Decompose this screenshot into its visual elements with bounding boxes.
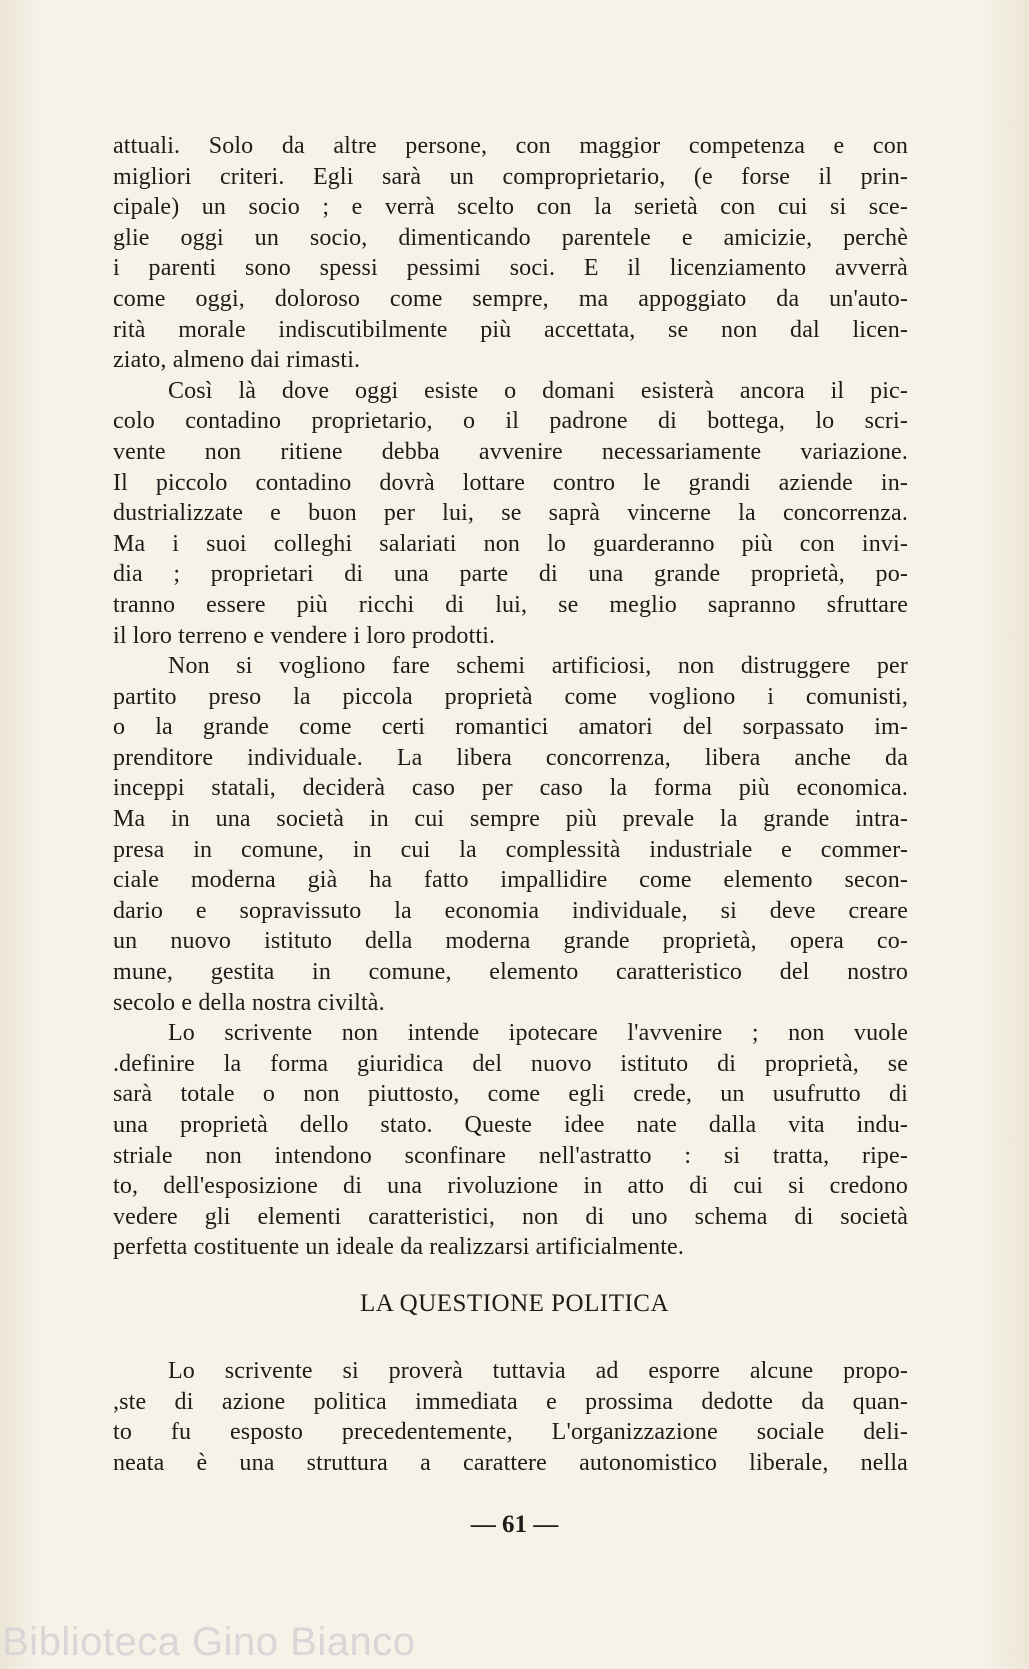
text-line: rità morale indiscutibilmente più accettata, se non dal licen- [113, 316, 908, 343]
text-line: prenditore individuale. La libera concorrenza, libera anche da [113, 744, 908, 771]
body-text [113, 131, 908, 1263]
page-number: — 61 — [470, 1511, 559, 1538]
text-line: ziato, almeno dai rimasti. [113, 347, 361, 374]
text-line: Così là dove oggi esiste o domani esisterà ancora il pic- [168, 377, 908, 404]
text-line: vedere gli elementi caratteristici, non di uno schema di società [113, 1203, 908, 1230]
text-line: dario e sopravissuto la economia individuale, si deve creare [113, 897, 908, 924]
text-line: dia ; proprietari di una parte di una grande proprietà, po- [113, 561, 908, 588]
text-line: Ma in una società in cui sempre più prevale la grande intra- [113, 806, 908, 833]
text-line: ciale moderna già ha fatto impallidire come elemento secon- [113, 867, 908, 894]
text-line: Ma i suoi colleghi salariati non lo guarderanno più con invi- [113, 530, 908, 557]
text-line: mune, gestita in comune, elemento caratteristico del nostro [113, 959, 908, 986]
text-line: attuali. Solo da altre persone, con maggior competenza e con [113, 133, 908, 159]
text-line: o la grande come certi romantici amatori del sorpassato im- [113, 714, 908, 741]
text-line: to fu esposto precedentemente, L'organizzazione sociale deli- [113, 1419, 908, 1446]
text-line: dustrializzate e buon per lui, se saprà vincerne la concorrenza. [113, 500, 908, 527]
section-text [113, 1356, 908, 1478]
text-line: vente non ritiene debba avvenire necessariamente variazione. [113, 438, 908, 465]
text-line: come oggi, doloroso come sempre, ma appoggiato da un'auto- [113, 285, 908, 312]
text-line: secolo e della nostra civiltà. [113, 989, 385, 1016]
text-line: colo contadino proprietario, o il padrone di bottega, lo scri- [113, 408, 908, 435]
text-line: partito preso la piccola proprietà come vogliono i comunisti, [113, 683, 908, 710]
text-line: il loro terreno e vendere i loro prodotti. [113, 622, 496, 649]
text-line: neata è una struttura a carattere autonomistico liberale, nella [113, 1449, 908, 1476]
text-line: migliori criteri. Egli sarà un comproprietario, (e forse il prin- [113, 163, 908, 190]
text-line: Non si vogliono fare schemi artificiosi, non distruggere per [168, 653, 908, 680]
watermark: Biblioteca Gino Bianco [2, 1620, 416, 1664]
text-line: ,ste di azione politica immediata e prossima dedotte da quan- [113, 1388, 908, 1415]
text-line: presa in comune, in cui la complessità industriale e commer- [113, 836, 908, 863]
text-line: to, dell'esposizione di una rivoluzione in atto di cui si credono [113, 1173, 908, 1200]
text-line: glie oggi un socio, dimenticando parentele e amicizie, perchè [113, 224, 908, 251]
text-line: una proprietà dello stato. Queste idee nate dalla vita indu- [113, 1112, 908, 1138]
text-line: .definire la forma giuridica del nuovo istituto di proprietà, se [113, 1050, 908, 1077]
text-line: un nuovo istituto della moderna grande proprietà, opera co- [113, 928, 908, 955]
text-line: Lo scrivente si proverà tuttavia ad esporre alcune propo- [168, 1358, 908, 1384]
text-line: Il piccolo contadino dovrà lottare contro le grandi aziende in- [113, 469, 908, 496]
text-line: perfetta costituente un ideale da realizzarsi artificialmente. [113, 1234, 685, 1261]
text-line: sarà totale o non piuttosto, come egli crede, un usufrutto di [113, 1081, 908, 1108]
text-line: Lo scrivente non intende ipotecare l'avvenire ; non vuole [168, 1020, 908, 1047]
text-line: inceppi statali, deciderà caso per caso la forma più economica. [113, 775, 908, 802]
section-heading: LA QUESTIONE POLITICA [359, 1290, 670, 1317]
text-line: i parenti sono spessi pessimi soci. E il licenziamento avverrà [113, 255, 908, 282]
text-line: tranno essere più ricchi di lui, se meglio sapranno sfruttare [113, 591, 908, 618]
text-line: cipale) un socio ; e verrà scelto con la serietà con cui si sce- [113, 194, 908, 221]
text-line: striale non intendono sconfinare nell'astratto : si tratta, ripe- [113, 1142, 908, 1169]
